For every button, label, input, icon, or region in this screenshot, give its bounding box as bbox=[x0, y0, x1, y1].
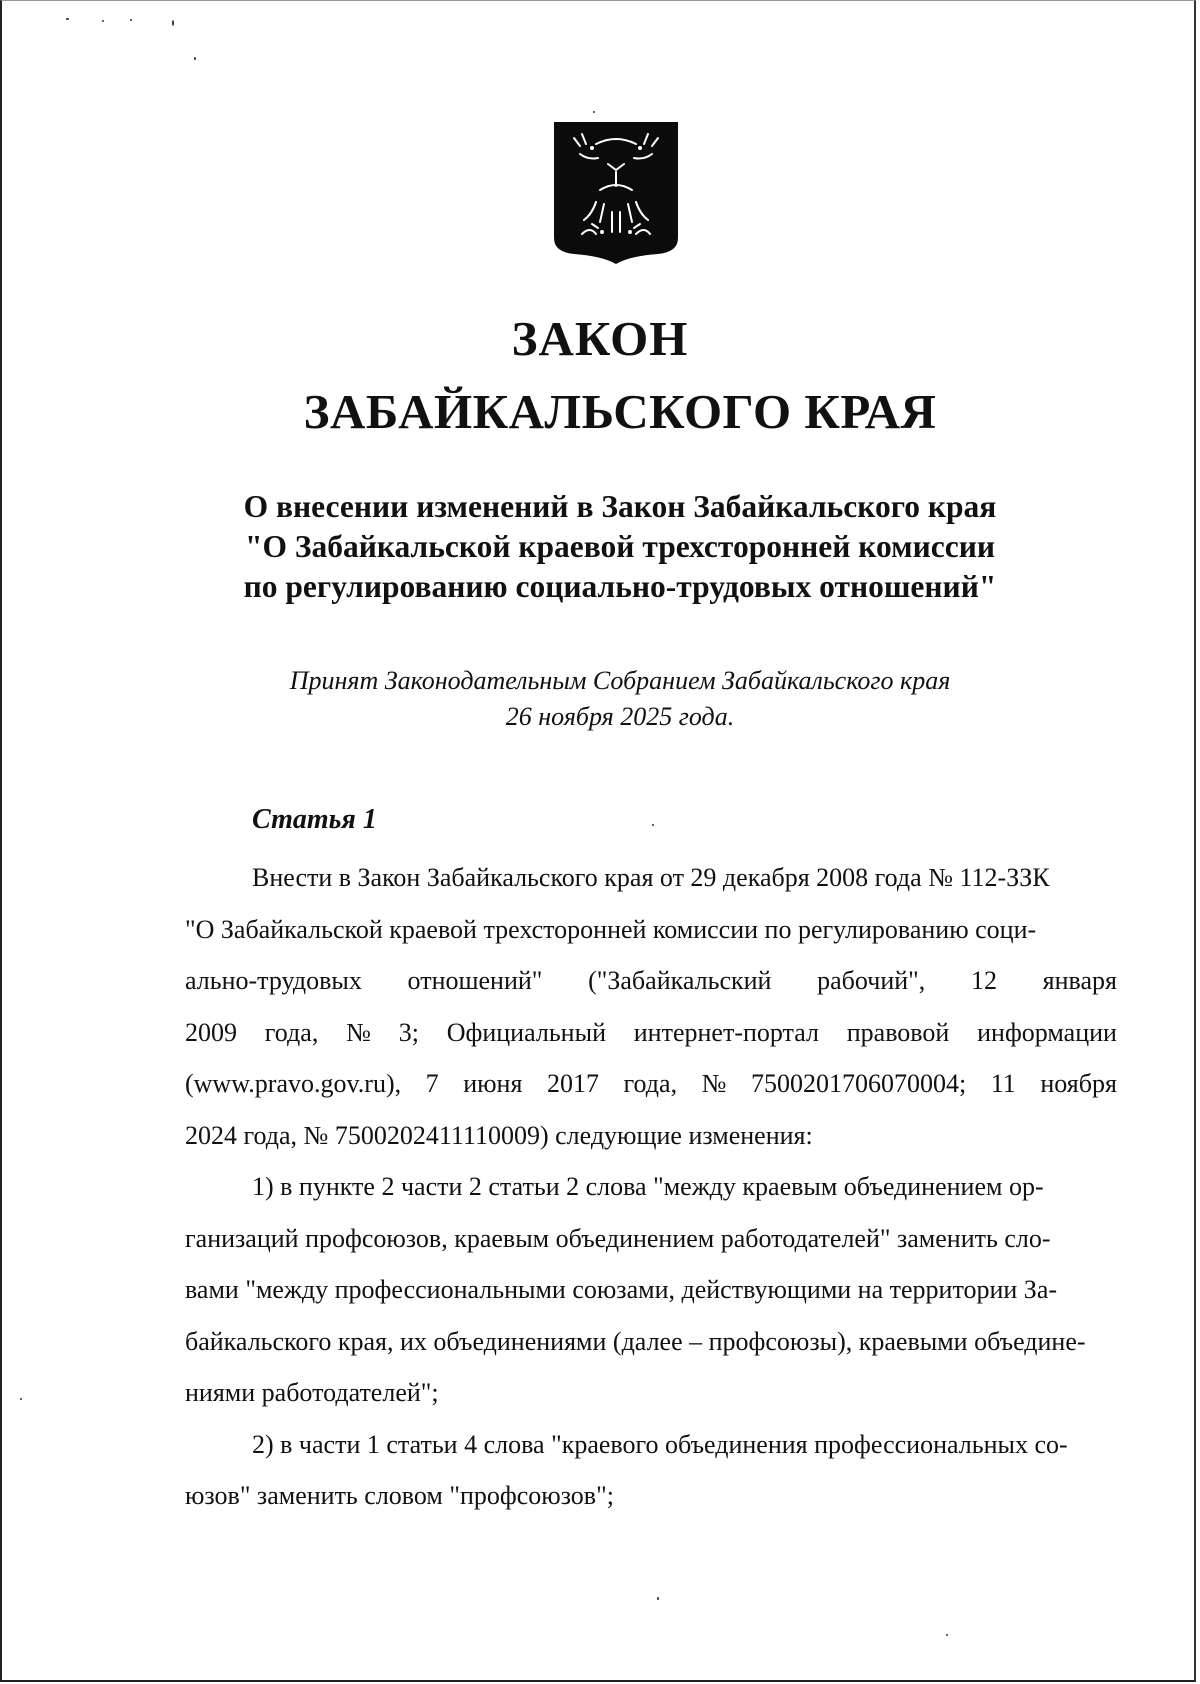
word: 12 bbox=[970, 966, 997, 995]
word: рабочий", bbox=[817, 966, 926, 995]
word: информации bbox=[977, 1017, 1117, 1047]
amendment-item-1-line: вами "между профессиональными союзами, действующими на территории За- bbox=[185, 1275, 1058, 1304]
scan-speck bbox=[66, 18, 69, 20]
scan-speck bbox=[20, 1398, 22, 1400]
word: года, bbox=[623, 1069, 678, 1098]
article-body bbox=[185, 852, 1117, 1522]
word: № bbox=[701, 1069, 727, 1098]
adoption-note bbox=[160, 663, 1080, 735]
coat-of-arms-emblem bbox=[552, 120, 680, 266]
scan-speck bbox=[593, 111, 595, 113]
scan-speck bbox=[657, 1597, 659, 1600]
word: 2017 bbox=[546, 1069, 599, 1098]
word: интернет-портал bbox=[633, 1017, 819, 1047]
amendment-item-2-line: 2) в части 1 статьи 4 слова "краевого объединения профессиональных со- bbox=[252, 1429, 1068, 1459]
scan-speck bbox=[102, 20, 104, 22]
amendment-item-1-line: 1) в пункте 2 части 2 статьи 2 слова "между краевым объединением ор- bbox=[252, 1172, 1044, 1201]
intro-line bbox=[185, 955, 1117, 1007]
intro-line bbox=[185, 1058, 1117, 1110]
word: 2009 bbox=[185, 1017, 237, 1047]
intro-line bbox=[185, 1007, 1117, 1059]
amendment-item-1-line: байкальского края, их объединениями (далее – профсоюзы), краевыми объедине- bbox=[185, 1326, 1086, 1356]
law-subject bbox=[160, 487, 1080, 607]
amendment-item-2-line: юзов" заменить словом "профсоюзов"; bbox=[185, 1481, 614, 1510]
article-heading: Статья 1 bbox=[252, 804, 377, 835]
word: Официальный bbox=[446, 1017, 606, 1047]
scan-speck bbox=[172, 20, 174, 26]
scan-speck bbox=[946, 1634, 948, 1636]
subject-line: по регулированию социально-трудовых отношений" bbox=[243, 569, 997, 604]
word: 3; bbox=[398, 1017, 419, 1047]
subject-line: О внесении изменений в Закон Забайкальского края bbox=[243, 489, 997, 524]
region-title: ЗАБАЙКАЛЬСКОГО КРАЯ bbox=[303, 384, 937, 439]
word: № bbox=[346, 1017, 371, 1047]
word: ("Забайкальский bbox=[588, 966, 772, 995]
word: июня bbox=[463, 1069, 523, 1098]
document-type-title: ЗАКОН bbox=[511, 311, 689, 366]
amendment-item-1-line: ганизаций профсоюзов, краевым объединением работодателей" заменить сло- bbox=[185, 1223, 1051, 1253]
intro-line: 2024 года, № 7500202411110009) следующие изменения: bbox=[185, 1120, 813, 1150]
word: (www.pravo.gov.ru), bbox=[185, 1069, 402, 1098]
subject-line: "О Забайкальской краевой трехсторонней комиссии bbox=[244, 529, 996, 564]
word: 11 bbox=[990, 1069, 1016, 1098]
intro-line: "О Забайкальской краевой трехсторонней комиссии по регулированию соци- bbox=[185, 914, 1037, 944]
word: января bbox=[1042, 966, 1117, 995]
adoption-body: Принят Законодательным Собранием Забайкальского края bbox=[289, 666, 951, 695]
scan-speck bbox=[194, 57, 196, 60]
adoption-date: 26 ноября 2025 года. bbox=[505, 702, 735, 731]
word: года, bbox=[264, 1017, 319, 1047]
word: правовой bbox=[846, 1017, 950, 1047]
scan-speck bbox=[652, 824, 654, 826]
word: 7500201706070004; bbox=[750, 1069, 967, 1098]
word: 7 bbox=[425, 1069, 439, 1098]
word: ально-трудовых bbox=[185, 966, 362, 995]
word: ноября bbox=[1040, 1069, 1117, 1098]
intro-line: Внести в Закон Забайкальского края от 29 декабря 2008 года № 112-ЗЗК bbox=[252, 863, 1050, 892]
zabaikalsky-coat-of-arms-icon bbox=[552, 120, 680, 266]
amendment-item-1-line: ниями работодателей"; bbox=[185, 1378, 439, 1407]
word: отношений" bbox=[407, 966, 543, 995]
scan-speck bbox=[130, 19, 132, 21]
